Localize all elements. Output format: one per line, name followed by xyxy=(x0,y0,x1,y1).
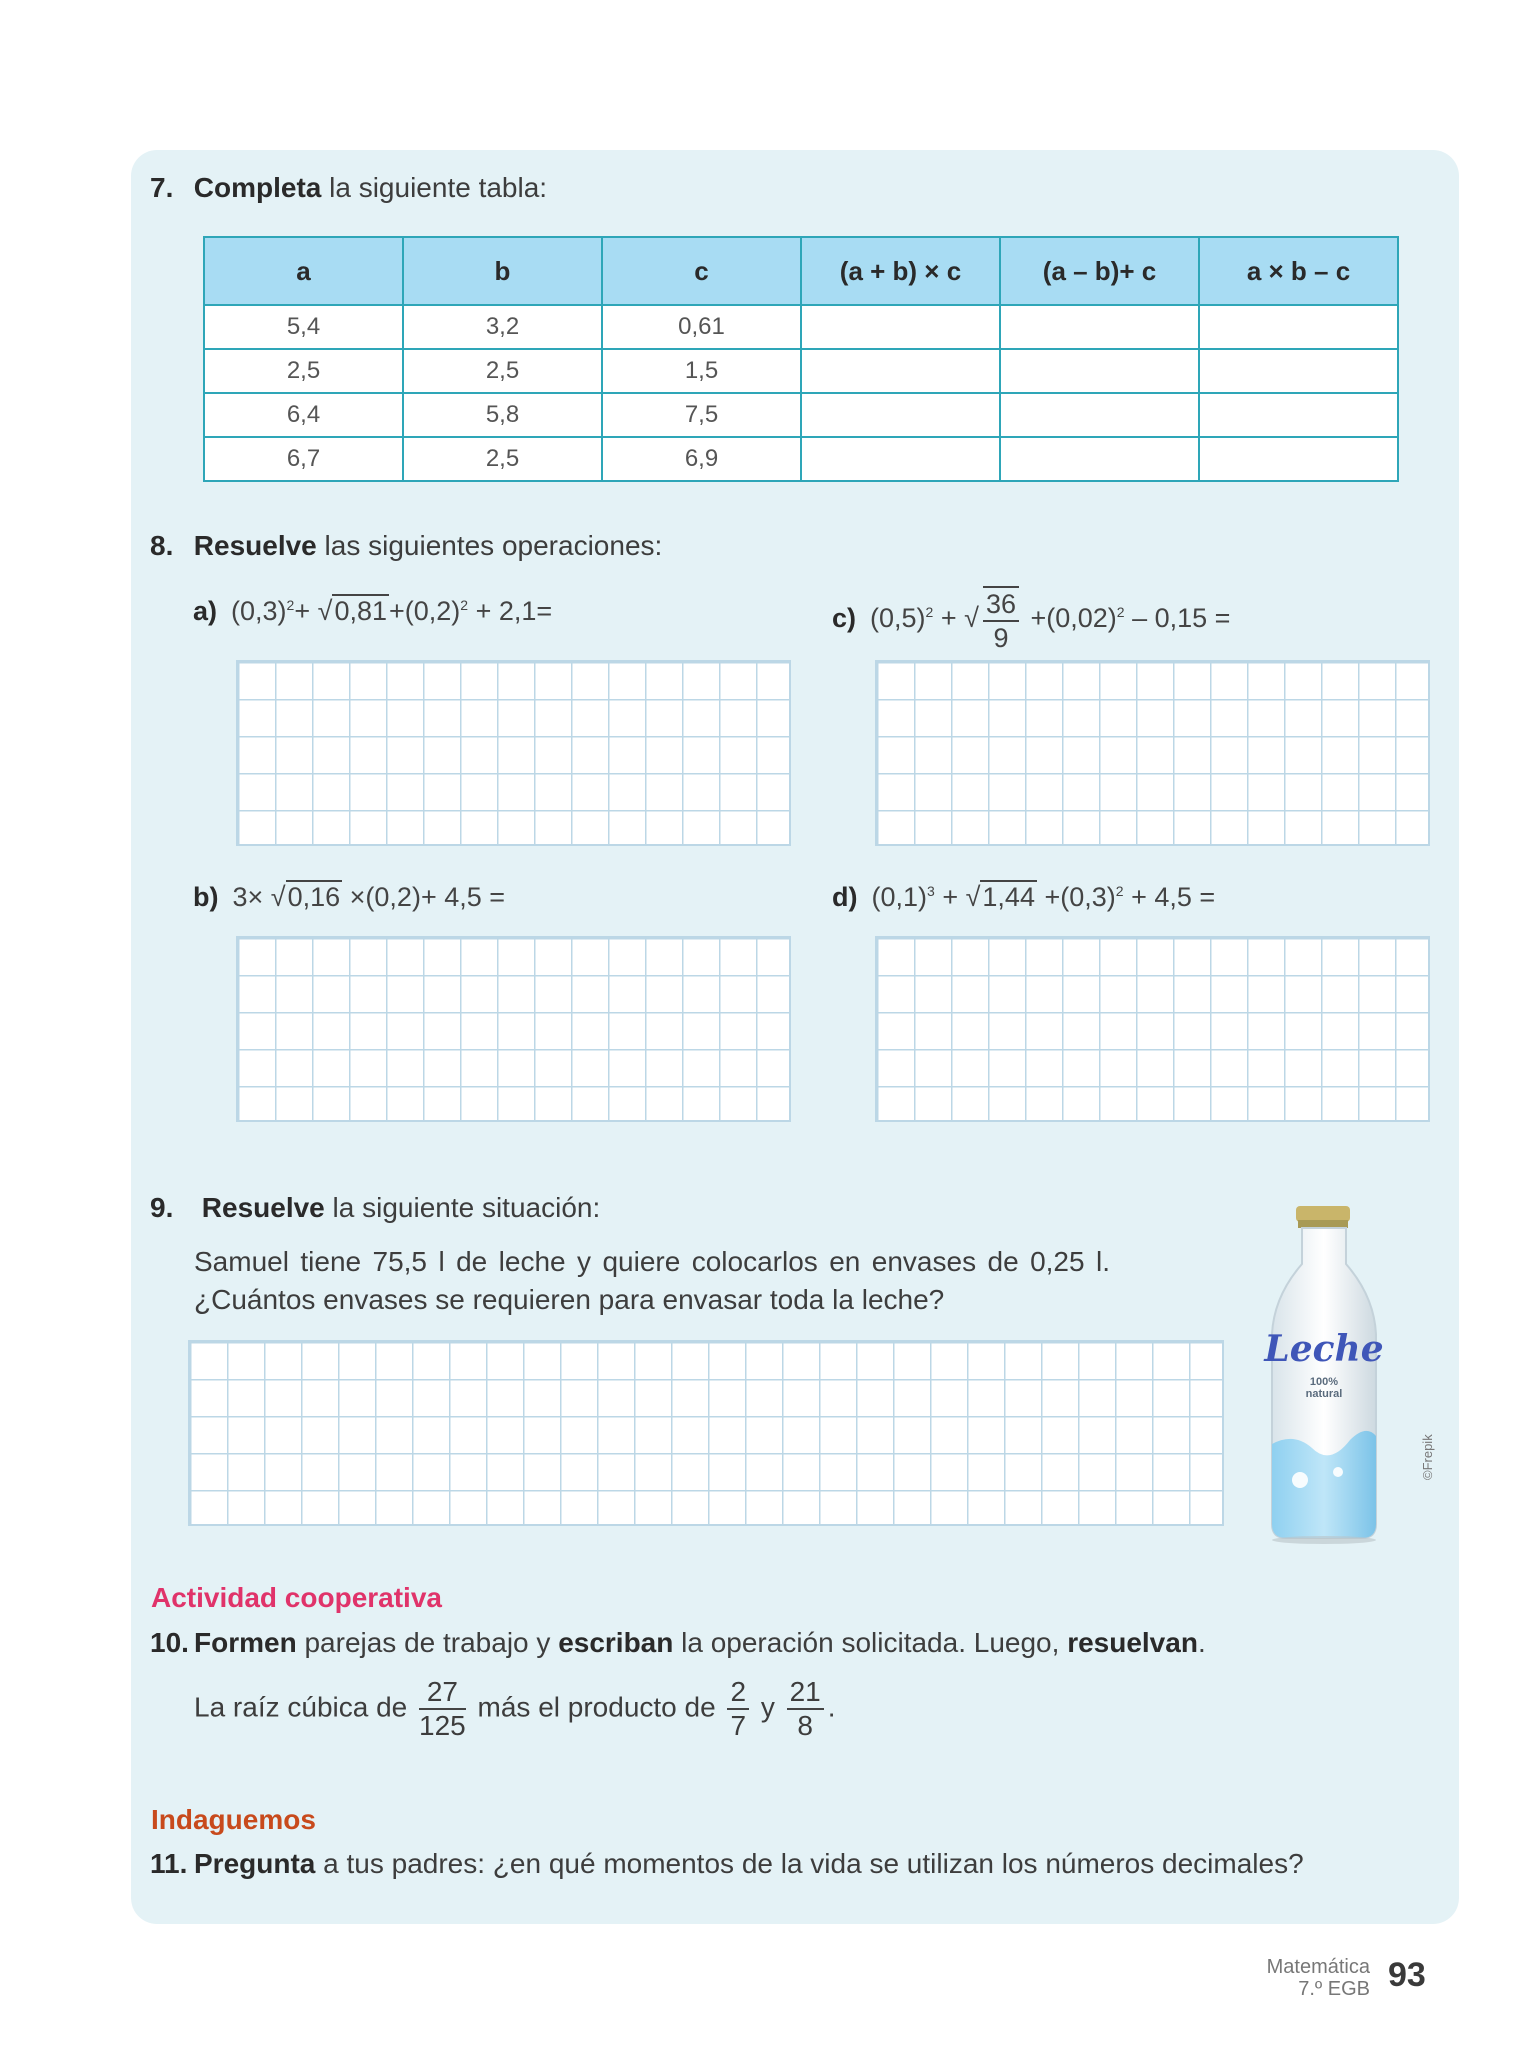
q9-verb: Resuelve xyxy=(201,1192,325,1223)
header-b: b xyxy=(403,237,602,305)
cell: 5,4 xyxy=(204,305,403,349)
table-row xyxy=(204,393,1398,437)
cell: 7,5 xyxy=(602,393,801,437)
q7-heading: 7. Completa la siguiente tabla: xyxy=(150,172,548,203)
answer-cell[interactable] xyxy=(1000,437,1199,481)
page-number: 93 xyxy=(1388,1956,1426,1994)
q8-heading: 8. Resuelve las siguientes operaciones: xyxy=(150,530,663,561)
header-product-minus-c: a × b – c xyxy=(1199,237,1398,305)
answer-cell[interactable] xyxy=(1199,437,1398,481)
q8d-answer-grid[interactable] xyxy=(875,936,1430,1122)
milk-bottle-illustration xyxy=(1254,1204,1394,1544)
header-a: a xyxy=(204,237,403,305)
cell: 5,8 xyxy=(403,393,602,437)
bottle-tag: 100% natural xyxy=(1305,1376,1343,1400)
q11-heading: 11. Pregunta a tus padres: ¿en qué momentos de la vida se utilizan los números decimales? xyxy=(150,1848,1304,1879)
q8c-expression: c) $(0,5)^2$ + √ $\frac{36}{9}$ $+(0,02)^2 - 0,15$ = xyxy=(832,586,1230,654)
cell: 6,7 xyxy=(204,437,403,481)
header-c: c xyxy=(602,237,801,305)
footer-subject: Matemática 7.º EGB xyxy=(1266,1956,1370,2000)
cell: 2,5 xyxy=(403,349,602,393)
cell: 6,9 xyxy=(602,437,801,481)
indaguemos-title: Indaguemos xyxy=(151,1804,316,1835)
q9-heading: 9. Resuelve la siguiente situación: xyxy=(150,1192,601,1223)
answer-cell[interactable] xyxy=(801,437,1000,481)
operations-table xyxy=(203,236,1399,482)
q8-verb: Resuelve xyxy=(193,530,317,561)
cell: 2,5 xyxy=(204,349,403,393)
q8c-fraction: $\frac{36}{9}$ xyxy=(983,586,1019,654)
answer-cell[interactable] xyxy=(1199,349,1398,393)
answer-cell[interactable] xyxy=(801,305,1000,349)
milk-bottle-icon xyxy=(1254,1204,1394,1544)
header-sum-times-c: (a + b) × c xyxy=(801,237,1000,305)
q9-rest: la siguiente situación: xyxy=(332,1192,601,1223)
fraction-27-125: $\frac{27}{125}$ xyxy=(419,1676,466,1741)
q8a-answer-grid[interactable] xyxy=(236,660,791,846)
answer-cell[interactable] xyxy=(1000,393,1199,437)
q10-heading: 10. Formen parejas de trabajo y escriban la operación solicitada. Luego, resuelvan. xyxy=(150,1627,1206,1658)
q9-answer-grid[interactable] xyxy=(188,1340,1224,1526)
q7-rest: la siguiente tabla: xyxy=(329,172,548,203)
answer-cell[interactable] xyxy=(1000,305,1199,349)
cell: 3,2 xyxy=(403,305,602,349)
q10-statement: La raíz cúbica de $\frac{27}{125}$ más el producto de $\frac{2}{7}$ y $\frac{21}{8}$ . xyxy=(194,1676,836,1741)
q8b-answer-grid[interactable] xyxy=(236,936,791,1122)
cell: 1,5 xyxy=(602,349,801,393)
q8d-expression: d) $(0,1)^3 + √1,44 +(0,3)^2 + 4,5$ = xyxy=(832,882,1216,912)
q7-verb: Completa xyxy=(193,172,322,203)
image-credit: ©Frepik xyxy=(1420,1434,1435,1480)
fraction-2-7: $\frac{2}{7}$ xyxy=(727,1676,749,1742)
answer-cell[interactable] xyxy=(1199,393,1398,437)
cell: 2,5 xyxy=(403,437,602,481)
answer-cell[interactable] xyxy=(801,393,1000,437)
table-row xyxy=(204,349,1398,393)
answer-cell[interactable] xyxy=(1000,349,1199,393)
q8c-answer-grid[interactable] xyxy=(875,660,1430,846)
header-diff-plus-c: (a – b)+ c xyxy=(1000,237,1199,305)
cell: 0,61 xyxy=(602,305,801,349)
fraction-21-8: $\frac{21}{8}$ xyxy=(787,1676,824,1742)
cell: 6,4 xyxy=(204,393,403,437)
q8a-expression: a) $(0,3)^2+ √0,81+(0,2)^2 + 2,1=$ xyxy=(193,596,553,626)
table-row xyxy=(204,305,1398,349)
answer-cell[interactable] xyxy=(801,349,1000,393)
table-row xyxy=(204,437,1398,481)
cooperative-activity-title: Actividad cooperativa xyxy=(151,1582,442,1613)
q9-problem-line2: ¿Cuántos envases se requieren para envasar toda la leche? xyxy=(194,1284,945,1315)
q9-problem-line1: Samuel tiene 75,5 l de leche y quiere colocarlos en envases de 0,25 l. xyxy=(194,1246,1110,1277)
q8-rest: las siguientes operaciones: xyxy=(324,530,663,561)
bottle-brand: Leche xyxy=(1264,1328,1384,1370)
answer-cell[interactable] xyxy=(1199,305,1398,349)
table-header-row xyxy=(204,237,1398,305)
q8b-expression: b) 3× √0,16 ×(0,2)+ 4,5 = xyxy=(193,882,506,912)
